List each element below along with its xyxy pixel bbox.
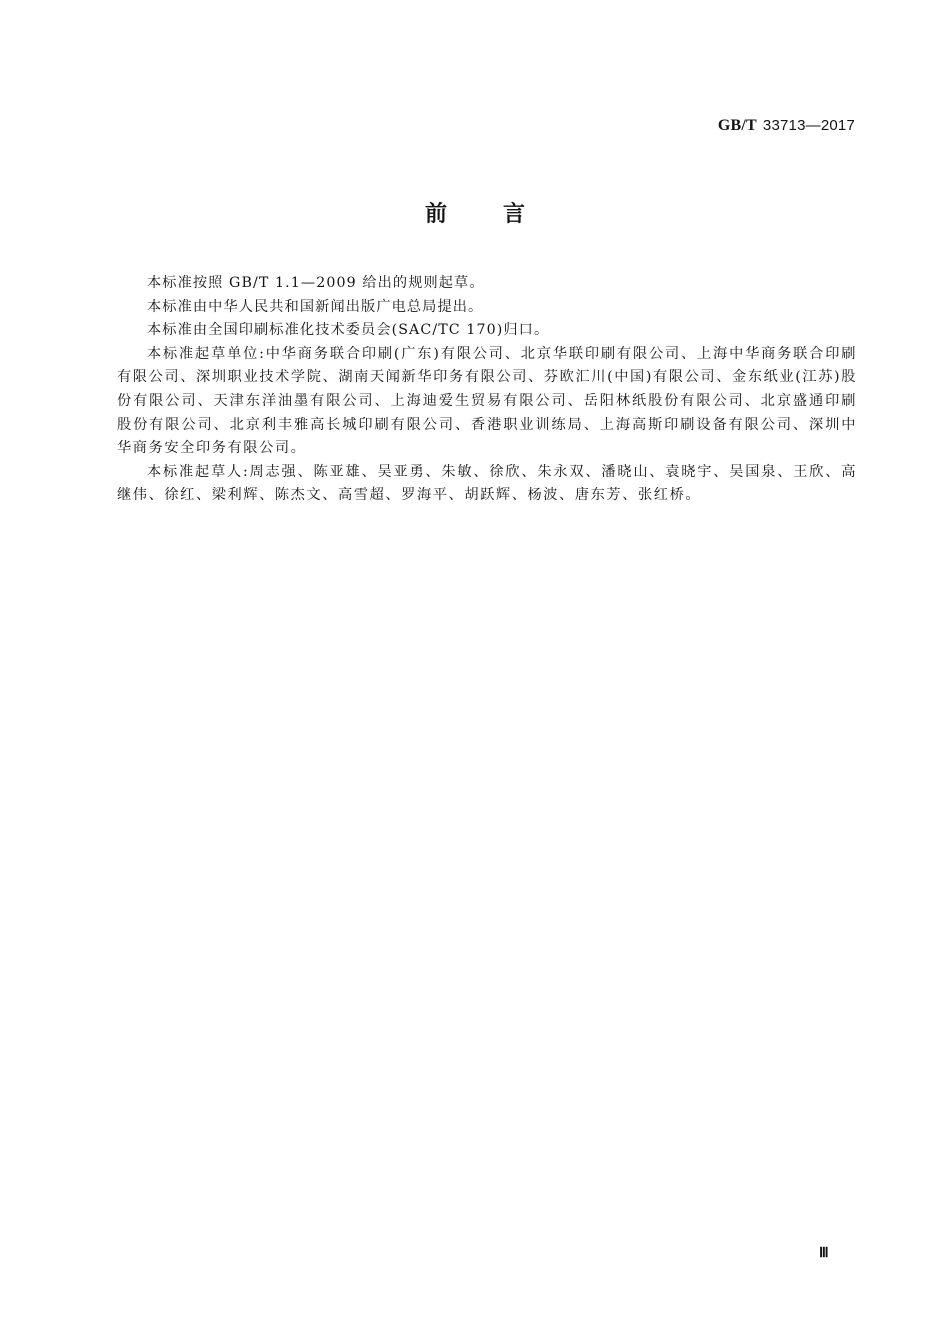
foreword-body <box>117 272 857 508</box>
standard-code <box>718 116 855 135</box>
title-char-1: 前 <box>424 202 447 227</box>
paragraph-drafting-organizations: 本标准起草单位:中华商务联合印刷(广东)有限公司、北京华联印刷有限公司、上海中华商务联合印刷有限公司、深圳职业技术学院、湖南天闻新华印务有限公司、芬欧汇川(中国)有限公司、金东纸业(江苏)股份有限公司、天津东洋油墨有限公司、上海迪爱生贸易有限公司、岳阳林纸股份有限公司、北京盛通印刷股份有限公司、北京利丰雅高长城印刷有限公司、香港职业训练局、上海高斯印刷设备有限公司、深圳中华商务安全印务有限公司。 <box>117 345 857 457</box>
paragraph-drafters: 本标准起草人:周志强、陈亚雄、吴亚勇、朱敏、徐欣、朱永双、潘晓山、袁晓宇、吴国泉、王欣、高继伟、徐红、梁利辉、陈杰文、高雪超、罗海平、胡跃辉、杨波、唐东芳、张红桥。 <box>117 463 857 504</box>
page-title <box>0 197 950 228</box>
paragraph-administered-by: 本标准由全国印刷标准化技术委员会(SAC/TC 170)归口。 <box>147 322 550 339</box>
standard-prefix: GB/T <box>717 117 757 134</box>
paragraph-drafting-rules: 本标准按照 GB/T 1.1—2009 给出的规则起草。 <box>147 275 485 291</box>
paragraph-proposed-by: 本标准由中华人民共和国新闻出版广电总局提出。 <box>147 298 484 315</box>
title-char-2: 言 <box>503 202 526 227</box>
page-number: Ⅲ <box>819 1246 829 1261</box>
standard-number: 33713—2017 <box>762 117 855 134</box>
